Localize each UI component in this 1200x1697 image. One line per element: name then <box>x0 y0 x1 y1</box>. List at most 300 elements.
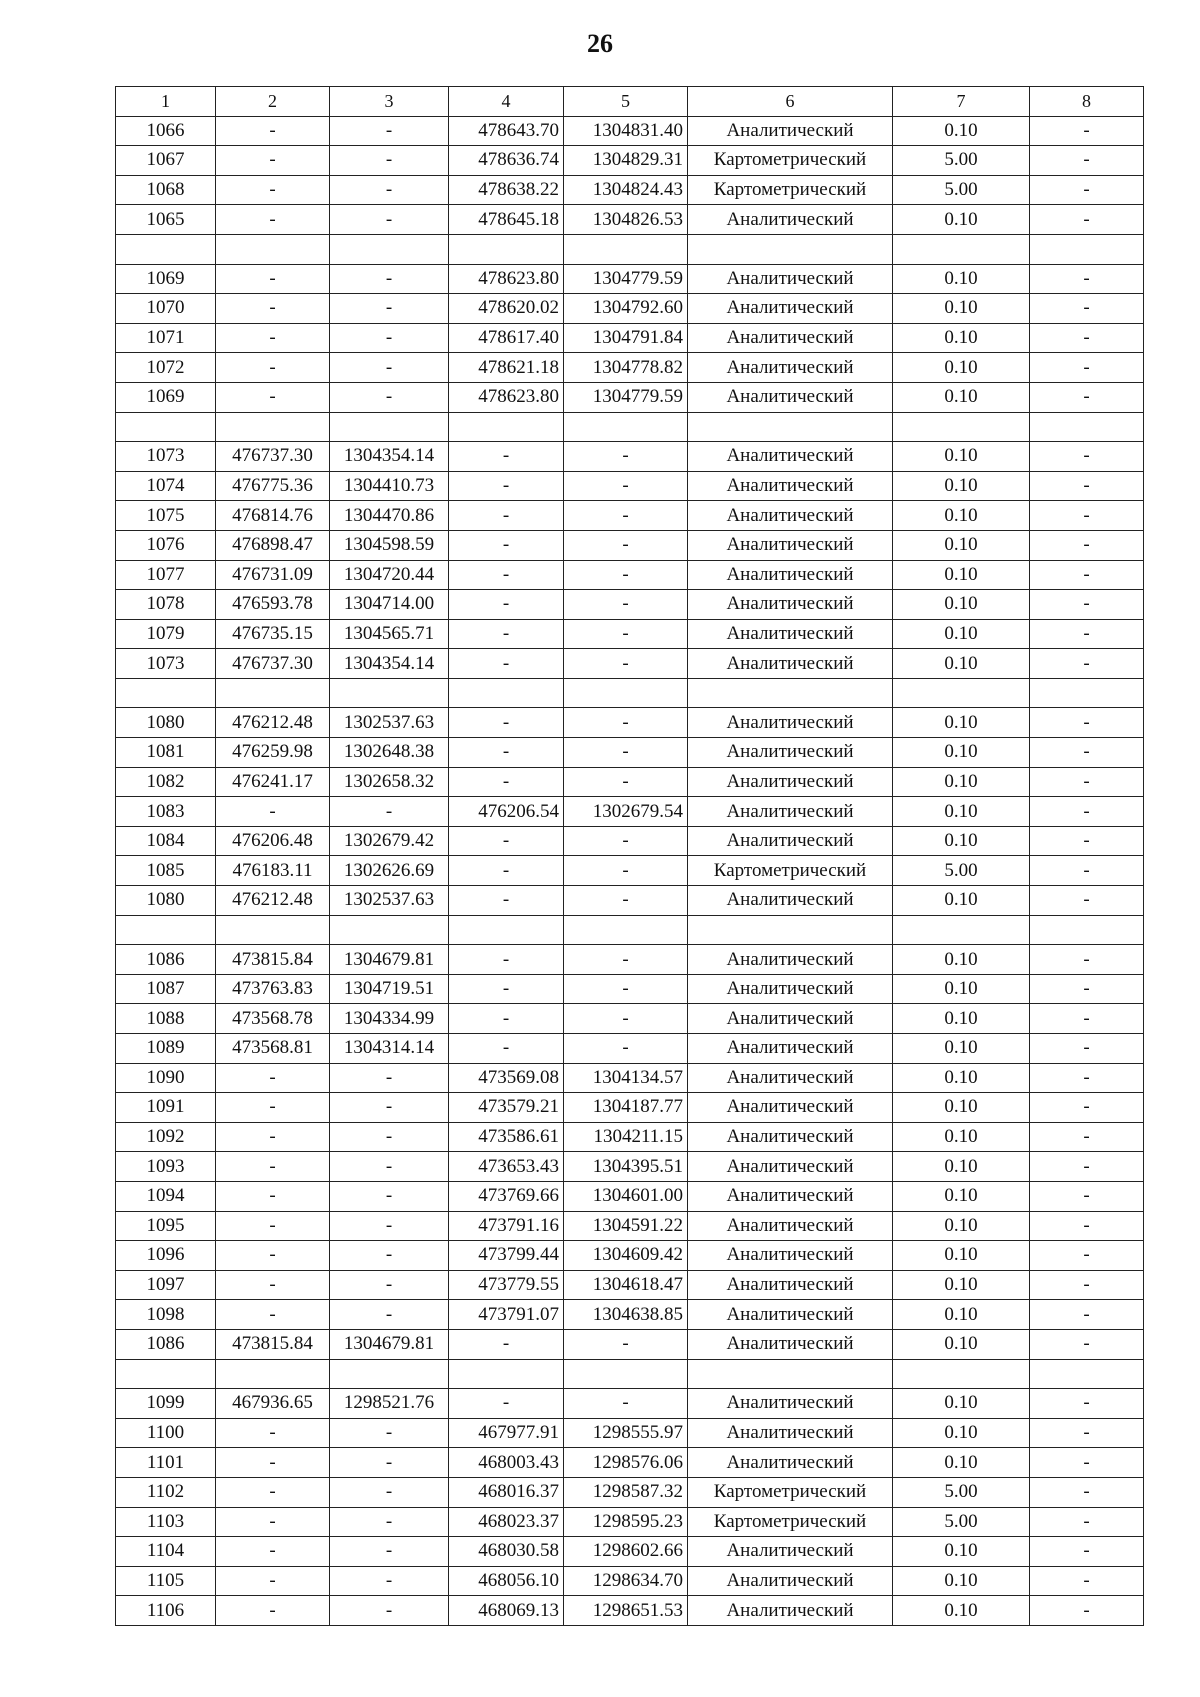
cell-x-coordinate: - <box>216 323 330 353</box>
cell-x-coordinate-new: - <box>449 471 564 501</box>
cell-y-coordinate-new: - <box>564 1034 688 1064</box>
cell-x-coordinate-new: 478636.74 <box>449 146 564 176</box>
cell-method: Аналитический <box>688 1004 893 1034</box>
cell-x-coordinate-new: 468016.37 <box>449 1477 564 1507</box>
cell-y-coordinate: - <box>330 175 449 205</box>
cell-note: - <box>1030 649 1144 679</box>
cell-y-coordinate: 1304598.59 <box>330 530 449 560</box>
cell-x-coordinate: 476731.09 <box>216 560 330 590</box>
cell-y-coordinate <box>330 915 449 945</box>
cell-y-coordinate: - <box>330 1537 449 1567</box>
cell-y-coordinate: - <box>330 1448 449 1478</box>
cell-y-coordinate: 1304720.44 <box>330 560 449 590</box>
cell-y-coordinate-new: 1298576.06 <box>564 1448 688 1478</box>
cell-y-coordinate: - <box>330 116 449 146</box>
cell-note: - <box>1030 1448 1144 1478</box>
cell-y-coordinate: 1304679.81 <box>330 945 449 975</box>
table-row <box>116 116 1144 146</box>
table-row <box>116 590 1144 620</box>
cell-accuracy: 0.10 <box>893 560 1030 590</box>
cell-note: - <box>1030 1329 1144 1359</box>
column-header-2: 2 <box>216 87 330 117</box>
cell-method: Аналитический <box>688 1537 893 1567</box>
cell-accuracy: 0.10 <box>893 1300 1030 1330</box>
separator-row <box>116 1359 1144 1389</box>
cell-note: - <box>1030 1389 1144 1419</box>
cell-x-coordinate <box>216 234 330 264</box>
table-row <box>116 1537 1144 1567</box>
cell-note: - <box>1030 205 1144 235</box>
cell-note: - <box>1030 1034 1144 1064</box>
column-header-6: 6 <box>688 87 893 117</box>
cell-accuracy: 0.10 <box>893 442 1030 472</box>
cell-y-coordinate: - <box>330 205 449 235</box>
cell-y-coordinate-new: 1304829.31 <box>564 146 688 176</box>
cell-point-number: 1074 <box>116 471 216 501</box>
cell-y-coordinate-new: 1304824.43 <box>564 175 688 205</box>
cell-y-coordinate: - <box>330 1181 449 1211</box>
table-row <box>116 649 1144 679</box>
cell-method: Аналитический <box>688 1270 893 1300</box>
cell-y-coordinate: - <box>330 1211 449 1241</box>
cell-note: - <box>1030 1477 1144 1507</box>
cell-method: Аналитический <box>688 767 893 797</box>
cell-accuracy: 5.00 <box>893 1477 1030 1507</box>
cell-accuracy: 0.10 <box>893 1596 1030 1626</box>
cell-method <box>688 1359 893 1389</box>
cell-point-number: 1096 <box>116 1241 216 1271</box>
cell-x-coordinate: 476183.11 <box>216 856 330 886</box>
cell-note: - <box>1030 708 1144 738</box>
cell-x-coordinate: 476775.36 <box>216 471 330 501</box>
cell-note: - <box>1030 590 1144 620</box>
cell-method <box>688 234 893 264</box>
cell-method: Аналитический <box>688 974 893 1004</box>
cell-note <box>1030 1359 1144 1389</box>
cell-point-number: 1101 <box>116 1448 216 1478</box>
cell-x-coordinate-new: 473791.07 <box>449 1300 564 1330</box>
cell-point-number: 1088 <box>116 1004 216 1034</box>
cell-accuracy: 5.00 <box>893 146 1030 176</box>
cell-x-coordinate <box>216 1359 330 1389</box>
cell-method: Аналитический <box>688 1448 893 1478</box>
cell-x-coordinate-new: - <box>449 1329 564 1359</box>
cell-point-number: 1102 <box>116 1477 216 1507</box>
cell-x-coordinate-new: - <box>449 886 564 916</box>
cell-accuracy: 0.10 <box>893 1034 1030 1064</box>
cell-method: Картометрический <box>688 146 893 176</box>
cell-note: - <box>1030 1507 1144 1537</box>
cell-y-coordinate <box>330 412 449 442</box>
cell-method: Аналитический <box>688 886 893 916</box>
cell-method: Аналитический <box>688 1329 893 1359</box>
cell-y-coordinate-new: - <box>564 560 688 590</box>
cell-x-coordinate-new: 473779.55 <box>449 1270 564 1300</box>
cell-note: - <box>1030 945 1144 975</box>
cell-method: Аналитический <box>688 530 893 560</box>
table-row <box>116 146 1144 176</box>
cell-point-number: 1068 <box>116 175 216 205</box>
cell-y-coordinate: - <box>330 1122 449 1152</box>
cell-x-coordinate-new: 468023.37 <box>449 1507 564 1537</box>
cell-y-coordinate-new: 1298555.97 <box>564 1418 688 1448</box>
cell-y-coordinate: - <box>330 1093 449 1123</box>
cell-x-coordinate-new: 467977.91 <box>449 1418 564 1448</box>
cell-y-coordinate: 1298521.76 <box>330 1389 449 1419</box>
cell-x-coordinate: 467936.65 <box>216 1389 330 1419</box>
column-header-3: 3 <box>330 87 449 117</box>
cell-y-coordinate: 1304410.73 <box>330 471 449 501</box>
cell-y-coordinate-new: 1304591.22 <box>564 1211 688 1241</box>
cell-y-coordinate: - <box>330 382 449 412</box>
cell-x-coordinate: - <box>216 1566 330 1596</box>
cell-accuracy: 0.10 <box>893 590 1030 620</box>
cell-x-coordinate: - <box>216 1270 330 1300</box>
cell-y-coordinate-new: - <box>564 501 688 531</box>
cell-method: Аналитический <box>688 1566 893 1596</box>
coordinates-table <box>115 86 1144 1626</box>
cell-point-number: 1080 <box>116 886 216 916</box>
cell-point-number <box>116 678 216 708</box>
cell-note <box>1030 412 1144 442</box>
cell-x-coordinate: - <box>216 1537 330 1567</box>
cell-y-coordinate-new: 1304187.77 <box>564 1093 688 1123</box>
cell-point-number: 1098 <box>116 1300 216 1330</box>
cell-point-number: 1082 <box>116 767 216 797</box>
cell-note: - <box>1030 294 1144 324</box>
cell-x-coordinate-new: 478623.80 <box>449 382 564 412</box>
table-row <box>116 797 1144 827</box>
cell-x-coordinate: 476206.48 <box>216 826 330 856</box>
cell-point-number: 1095 <box>116 1211 216 1241</box>
cell-point-number: 1084 <box>116 826 216 856</box>
cell-x-coordinate-new: - <box>449 649 564 679</box>
table-row <box>116 1063 1144 1093</box>
cell-y-coordinate: 1302537.63 <box>330 708 449 738</box>
cell-method: Аналитический <box>688 471 893 501</box>
cell-x-coordinate: 476898.47 <box>216 530 330 560</box>
table-row <box>116 886 1144 916</box>
table-row <box>116 382 1144 412</box>
cell-x-coordinate: 476212.48 <box>216 708 330 738</box>
cell-y-coordinate-new: 1302679.54 <box>564 797 688 827</box>
cell-y-coordinate-new: - <box>564 1004 688 1034</box>
table-row <box>116 264 1144 294</box>
cell-y-coordinate-new: 1304134.57 <box>564 1063 688 1093</box>
cell-method: Картометрический <box>688 1507 893 1537</box>
cell-point-number: 1073 <box>116 442 216 472</box>
cell-y-coordinate-new: - <box>564 1389 688 1419</box>
cell-y-coordinate: 1302537.63 <box>330 886 449 916</box>
cell-accuracy <box>893 678 1030 708</box>
table-row <box>116 945 1144 975</box>
cell-note: - <box>1030 1004 1144 1034</box>
table-row <box>116 1004 1144 1034</box>
cell-method: Аналитический <box>688 442 893 472</box>
cell-note: - <box>1030 886 1144 916</box>
table-row <box>116 1211 1144 1241</box>
cell-x-coordinate: 473568.81 <box>216 1034 330 1064</box>
cell-y-coordinate: - <box>330 1300 449 1330</box>
cell-x-coordinate-new: 476206.54 <box>449 797 564 827</box>
table-row <box>116 1300 1144 1330</box>
cell-x-coordinate: - <box>216 146 330 176</box>
cell-accuracy: 5.00 <box>893 1507 1030 1537</box>
cell-y-coordinate-new: - <box>564 738 688 768</box>
cell-note: - <box>1030 1418 1144 1448</box>
cell-y-coordinate: 1302648.38 <box>330 738 449 768</box>
cell-x-coordinate-new: 473791.16 <box>449 1211 564 1241</box>
cell-method: Аналитический <box>688 1211 893 1241</box>
cell-y-coordinate-new: - <box>564 471 688 501</box>
cell-y-coordinate: - <box>330 797 449 827</box>
cell-note: - <box>1030 471 1144 501</box>
cell-accuracy: 5.00 <box>893 175 1030 205</box>
cell-y-coordinate-new <box>564 1359 688 1389</box>
cell-x-coordinate-new: 468069.13 <box>449 1596 564 1626</box>
cell-note: - <box>1030 1596 1144 1626</box>
cell-method: Аналитический <box>688 323 893 353</box>
cell-method: Картометрический <box>688 175 893 205</box>
cell-point-number: 1106 <box>116 1596 216 1626</box>
cell-point-number: 1094 <box>116 1181 216 1211</box>
cell-note: - <box>1030 501 1144 531</box>
cell-y-coordinate-new: 1304638.85 <box>564 1300 688 1330</box>
table-row <box>116 1477 1144 1507</box>
cell-y-coordinate: - <box>330 1477 449 1507</box>
cell-method <box>688 915 893 945</box>
table-body <box>116 87 1144 1626</box>
cell-point-number: 1092 <box>116 1122 216 1152</box>
cell-accuracy: 0.10 <box>893 826 1030 856</box>
table-row <box>116 619 1144 649</box>
cell-y-coordinate-new: 1304211.15 <box>564 1122 688 1152</box>
cell-accuracy: 0.10 <box>893 1004 1030 1034</box>
cell-y-coordinate-new: - <box>564 767 688 797</box>
cell-point-number: 1066 <box>116 116 216 146</box>
cell-x-coordinate: - <box>216 1418 330 1448</box>
cell-method: Аналитический <box>688 1093 893 1123</box>
separator-row <box>116 412 1144 442</box>
cell-point-number: 1070 <box>116 294 216 324</box>
cell-accuracy: 0.10 <box>893 205 1030 235</box>
cell-accuracy: 0.10 <box>893 353 1030 383</box>
table-row <box>116 205 1144 235</box>
cell-method <box>688 412 893 442</box>
cell-x-coordinate-new: - <box>449 974 564 1004</box>
cell-method: Аналитический <box>688 826 893 856</box>
cell-point-number: 1086 <box>116 1329 216 1359</box>
cell-method: Аналитический <box>688 1152 893 1182</box>
cell-method: Аналитический <box>688 1122 893 1152</box>
cell-method: Аналитический <box>688 1300 893 1330</box>
cell-y-coordinate-new <box>564 915 688 945</box>
cell-y-coordinate: - <box>330 1241 449 1271</box>
table-row <box>116 1448 1144 1478</box>
cell-y-coordinate-new: - <box>564 1329 688 1359</box>
cell-point-number: 1099 <box>116 1389 216 1419</box>
cell-point-number: 1105 <box>116 1566 216 1596</box>
cell-point-number <box>116 412 216 442</box>
table-row <box>116 1093 1144 1123</box>
separator-row <box>116 234 1144 264</box>
cell-x-coordinate: 473763.83 <box>216 974 330 1004</box>
table-header-row <box>116 87 1144 117</box>
cell-y-coordinate: - <box>330 1418 449 1448</box>
cell-note: - <box>1030 116 1144 146</box>
cell-y-coordinate: - <box>330 264 449 294</box>
cell-x-coordinate-new: - <box>449 826 564 856</box>
cell-x-coordinate: 473568.78 <box>216 1004 330 1034</box>
cell-point-number: 1069 <box>116 382 216 412</box>
cell-method: Аналитический <box>688 619 893 649</box>
cell-point-number: 1097 <box>116 1270 216 1300</box>
cell-x-coordinate-new: - <box>449 590 564 620</box>
table-row <box>116 294 1144 324</box>
cell-note: - <box>1030 264 1144 294</box>
cell-y-coordinate: 1304714.00 <box>330 590 449 620</box>
cell-note: - <box>1030 382 1144 412</box>
cell-y-coordinate: - <box>330 1507 449 1537</box>
cell-point-number: 1090 <box>116 1063 216 1093</box>
cell-y-coordinate-new: 1298634.70 <box>564 1566 688 1596</box>
cell-x-coordinate-new: 478623.80 <box>449 264 564 294</box>
cell-accuracy: 0.10 <box>893 708 1030 738</box>
cell-y-coordinate-new: 1304831.40 <box>564 116 688 146</box>
cell-accuracy: 0.10 <box>893 1566 1030 1596</box>
cell-point-number: 1103 <box>116 1507 216 1537</box>
table-row <box>116 1270 1144 1300</box>
cell-point-number: 1091 <box>116 1093 216 1123</box>
cell-point-number: 1076 <box>116 530 216 560</box>
cell-accuracy: 0.10 <box>893 974 1030 1004</box>
table-row <box>116 1034 1144 1064</box>
cell-x-coordinate: 476737.30 <box>216 649 330 679</box>
cell-note: - <box>1030 974 1144 1004</box>
cell-x-coordinate: - <box>216 205 330 235</box>
cell-accuracy: 0.10 <box>893 649 1030 679</box>
table-row <box>116 530 1144 560</box>
cell-method: Картометрический <box>688 856 893 886</box>
cell-y-coordinate-new: 1304779.59 <box>564 382 688 412</box>
cell-x-coordinate-new: 468056.10 <box>449 1566 564 1596</box>
cell-accuracy: 0.10 <box>893 945 1030 975</box>
cell-method: Аналитический <box>688 264 893 294</box>
cell-accuracy: 0.10 <box>893 1389 1030 1419</box>
cell-x-coordinate <box>216 678 330 708</box>
cell-accuracy <box>893 1359 1030 1389</box>
cell-note: - <box>1030 856 1144 886</box>
cell-accuracy: 0.10 <box>893 1181 1030 1211</box>
cell-x-coordinate-new: 473569.08 <box>449 1063 564 1093</box>
cell-y-coordinate: - <box>330 323 449 353</box>
cell-x-coordinate: - <box>216 264 330 294</box>
cell-method: Аналитический <box>688 205 893 235</box>
cell-x-coordinate <box>216 915 330 945</box>
cell-x-coordinate-new: 468003.43 <box>449 1448 564 1478</box>
cell-note: - <box>1030 1211 1144 1241</box>
cell-method: Аналитический <box>688 116 893 146</box>
cell-accuracy: 0.10 <box>893 1211 1030 1241</box>
cell-y-coordinate: 1304314.14 <box>330 1034 449 1064</box>
cell-y-coordinate <box>330 678 449 708</box>
cell-accuracy: 0.10 <box>893 264 1030 294</box>
cell-accuracy: 0.10 <box>893 738 1030 768</box>
cell-method: Аналитический <box>688 501 893 531</box>
cell-x-coordinate: 476735.15 <box>216 619 330 649</box>
column-header-5: 5 <box>564 87 688 117</box>
cell-point-number: 1079 <box>116 619 216 649</box>
cell-y-coordinate-new: - <box>564 530 688 560</box>
table-row <box>116 1507 1144 1537</box>
cell-y-coordinate-new: 1298587.32 <box>564 1477 688 1507</box>
cell-point-number: 1078 <box>116 590 216 620</box>
cell-note: - <box>1030 619 1144 649</box>
cell-accuracy: 0.10 <box>893 1418 1030 1448</box>
cell-method: Аналитический <box>688 1181 893 1211</box>
cell-y-coordinate-new: 1298651.53 <box>564 1596 688 1626</box>
cell-point-number: 1077 <box>116 560 216 590</box>
cell-x-coordinate-new: 478617.40 <box>449 323 564 353</box>
cell-point-number: 1089 <box>116 1034 216 1064</box>
cell-note: - <box>1030 353 1144 383</box>
cell-x-coordinate: - <box>216 1093 330 1123</box>
cell-y-coordinate-new: - <box>564 442 688 472</box>
cell-method: Аналитический <box>688 382 893 412</box>
cell-note: - <box>1030 1093 1144 1123</box>
cell-y-coordinate-new: 1304609.42 <box>564 1241 688 1271</box>
cell-x-coordinate-new: 478643.70 <box>449 116 564 146</box>
table-row <box>116 1596 1144 1626</box>
cell-note: - <box>1030 1537 1144 1567</box>
cell-y-coordinate-new: 1304826.53 <box>564 205 688 235</box>
cell-accuracy: 0.10 <box>893 1093 1030 1123</box>
cell-x-coordinate: - <box>216 1241 330 1271</box>
cell-x-coordinate: - <box>216 116 330 146</box>
cell-y-coordinate-new: - <box>564 886 688 916</box>
table-row <box>116 1566 1144 1596</box>
cell-accuracy <box>893 234 1030 264</box>
cell-accuracy: 0.10 <box>893 471 1030 501</box>
cell-method: Аналитический <box>688 1034 893 1064</box>
cell-y-coordinate: - <box>330 1063 449 1093</box>
cell-y-coordinate: 1304354.14 <box>330 649 449 679</box>
cell-method: Аналитический <box>688 797 893 827</box>
cell-point-number: 1083 <box>116 797 216 827</box>
cell-accuracy <box>893 412 1030 442</box>
cell-y-coordinate: - <box>330 1566 449 1596</box>
cell-accuracy: 0.10 <box>893 1270 1030 1300</box>
cell-y-coordinate: - <box>330 294 449 324</box>
cell-note: - <box>1030 1181 1144 1211</box>
cell-y-coordinate: - <box>330 353 449 383</box>
cell-x-coordinate-new: - <box>449 442 564 472</box>
cell-method: Аналитический <box>688 738 893 768</box>
cell-accuracy: 0.10 <box>893 886 1030 916</box>
cell-x-coordinate: - <box>216 294 330 324</box>
cell-note: - <box>1030 146 1144 176</box>
cell-method: Аналитический <box>688 708 893 738</box>
table-row <box>116 1329 1144 1359</box>
cell-y-coordinate: 1304354.14 <box>330 442 449 472</box>
cell-method: Аналитический <box>688 1418 893 1448</box>
cell-x-coordinate-new: - <box>449 501 564 531</box>
cell-x-coordinate-new: - <box>449 619 564 649</box>
table-row <box>116 501 1144 531</box>
cell-accuracy: 0.10 <box>893 1448 1030 1478</box>
table-row <box>116 1181 1144 1211</box>
cell-y-coordinate: 1304719.51 <box>330 974 449 1004</box>
